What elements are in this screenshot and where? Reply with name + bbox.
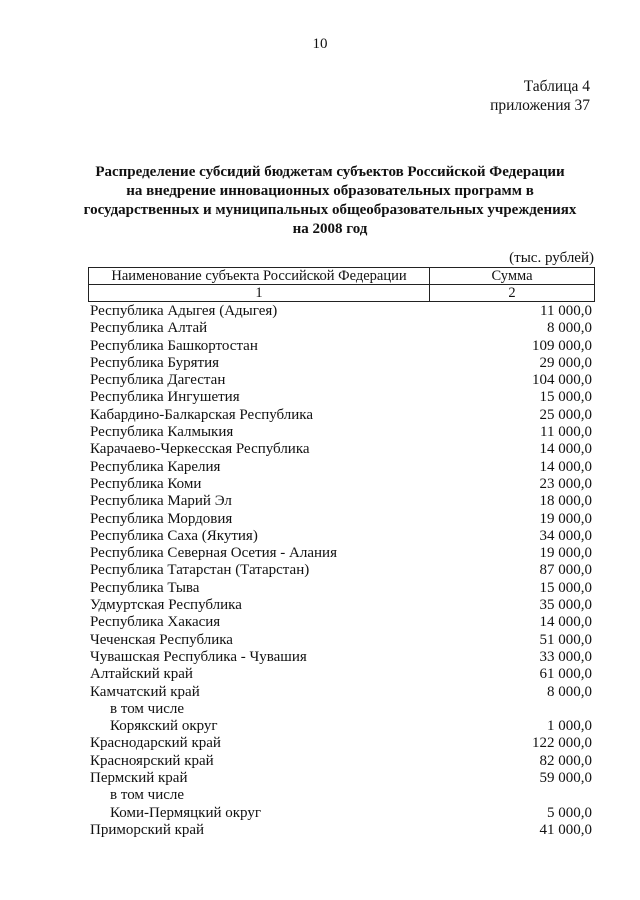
row-amount: 87 000,0 [539, 562, 592, 579]
row-subject-name: Республика Калмыкия [90, 424, 234, 441]
row-subject-name: в том числе [110, 700, 185, 717]
row-subject-name: Чувашская Республика - Чувашия [90, 648, 307, 665]
row-amount: 29 000,0 [539, 354, 592, 371]
table-row [90, 338, 595, 355]
row-amount: 122 000,0 [532, 735, 592, 752]
row-subject-name: Республика Тыва [90, 579, 200, 596]
table-row [90, 735, 595, 752]
table-row [90, 372, 595, 389]
table-row [90, 666, 595, 683]
table-row [90, 424, 595, 441]
table-row [90, 718, 595, 735]
table-row [90, 407, 595, 424]
table-row [90, 597, 595, 614]
row-subject-name: Республика Северная Осетия - Алания [90, 545, 337, 562]
header-name-cell: Наименование субъекта Российской Федерации [89, 268, 430, 285]
row-amount: 59 000,0 [539, 770, 592, 787]
row-subject-name: Приморский край [90, 821, 205, 838]
table-row [90, 476, 595, 493]
table-reference-line2: приложения 37 [490, 97, 590, 114]
row-amount: 1 000,0 [547, 718, 592, 735]
row-subject-name: Республика Башкортостан [90, 337, 258, 354]
table-row [90, 459, 595, 476]
row-amount: 19 000,0 [539, 510, 592, 527]
row-amount: 51 000,0 [539, 631, 592, 648]
row-amount: 14 000,0 [539, 441, 592, 458]
row-amount: 25 000,0 [539, 406, 592, 423]
row-amount: 19 000,0 [539, 545, 592, 562]
table-row [90, 493, 595, 510]
row-amount: 82 000,0 [539, 752, 592, 769]
row-subject-name: Камчатский край [90, 683, 200, 700]
table-row [90, 614, 595, 631]
row-subject-name: Краснодарский край [90, 735, 221, 752]
document-title [60, 163, 600, 239]
row-subject-name: Республика Саха (Якутия) [90, 527, 258, 544]
table-row [90, 649, 595, 666]
header-sum-cell: Сумма [430, 268, 595, 285]
row-subject-name: Чеченская Республика [90, 631, 233, 648]
table-row [90, 441, 595, 458]
row-subject-name: Корякский округ [110, 718, 218, 735]
table-row [90, 787, 595, 804]
row-amount: 18 000,0 [539, 493, 592, 510]
row-subject-name: Пермский край [90, 770, 188, 787]
row-subject-name: в том числе [110, 787, 185, 804]
title-line4: на 2008 год [292, 221, 368, 237]
row-subject-name: Республика Хакасия [90, 614, 221, 631]
row-subject-name: Республика Ингушетия [90, 389, 240, 406]
table-row [90, 511, 595, 528]
table-row [90, 822, 595, 839]
row-amount: 11 000,0 [540, 303, 592, 319]
row-amount: 14 000,0 [539, 614, 592, 631]
table-reference [490, 77, 590, 115]
table-header [88, 267, 595, 302]
row-subject-name: Республика Дагестан [90, 372, 226, 389]
row-amount: 33 000,0 [539, 648, 592, 665]
row-subject-name: Республика Татарстан (Татарстан) [90, 562, 310, 579]
table-row [90, 805, 595, 822]
row-subject-name: Красноярский край [90, 752, 214, 769]
table-row [90, 632, 595, 649]
table-row [90, 355, 595, 372]
row-amount: 61 000,0 [539, 666, 592, 683]
row-amount: 35 000,0 [539, 597, 592, 614]
row-amount: 8 000,0 [547, 320, 592, 337]
table-row [90, 684, 595, 701]
title-line3: государственных и муниципальных общеобразовательных учреждениях [83, 202, 577, 218]
row-amount: 23 000,0 [539, 475, 592, 492]
row-subject-name: Алтайский край [90, 666, 193, 683]
row-amount: 15 000,0 [539, 389, 592, 406]
table-row [90, 320, 595, 337]
table-row [90, 545, 595, 562]
table-row [90, 528, 595, 545]
row-subject-name: Кабардино-Балкарская Республика [90, 406, 314, 423]
table-reference-line1: Таблица 4 [523, 78, 590, 95]
table-body [90, 303, 595, 839]
title-line2: на внедрение инновационных образовательных программ в [126, 183, 534, 199]
units-note: (тыс. рублей) [509, 250, 594, 266]
row-subject-name: Коми-Пермяцкий округ [110, 804, 262, 821]
row-subject-name: Карачаево-Черкесская Республика [90, 441, 310, 458]
row-subject-name: Республика Коми [90, 475, 202, 492]
row-subject-name: Удмуртская Республика [90, 597, 242, 614]
table-row [90, 303, 595, 320]
title-line1: Распределение субсидий бюджетам субъектов Российской Федерации [95, 164, 565, 180]
row-amount: 109 000,0 [532, 337, 592, 354]
row-amount: 41 000,0 [539, 821, 592, 838]
table-row [90, 389, 595, 406]
table-row [90, 562, 595, 579]
column-number-2: 2 [430, 285, 595, 302]
row-subject-name: Республика Адыгея (Адыгея) [90, 303, 278, 319]
row-amount: 11 000,0 [540, 424, 592, 441]
row-subject-name: Республика Марий Эл [90, 493, 232, 510]
row-subject-name: Республика Карелия [90, 458, 221, 475]
page-number: 10 [312, 36, 328, 52]
row-amount: 8 000,0 [547, 683, 592, 700]
table-row [90, 580, 595, 597]
row-subject-name: Республика Алтай [90, 320, 208, 337]
row-amount: 34 000,0 [539, 527, 592, 544]
column-number-1: 1 [89, 285, 430, 302]
row-amount: 15 000,0 [539, 579, 592, 596]
row-amount: 14 000,0 [539, 458, 592, 475]
row-subject-name: Республика Мордовия [90, 510, 233, 527]
table-row [90, 753, 595, 770]
row-amount: 5 000,0 [547, 804, 592, 821]
table-row [90, 701, 595, 718]
row-subject-name: Республика Бурятия [90, 354, 220, 371]
table-row [90, 770, 595, 787]
row-amount: 104 000,0 [532, 372, 592, 389]
